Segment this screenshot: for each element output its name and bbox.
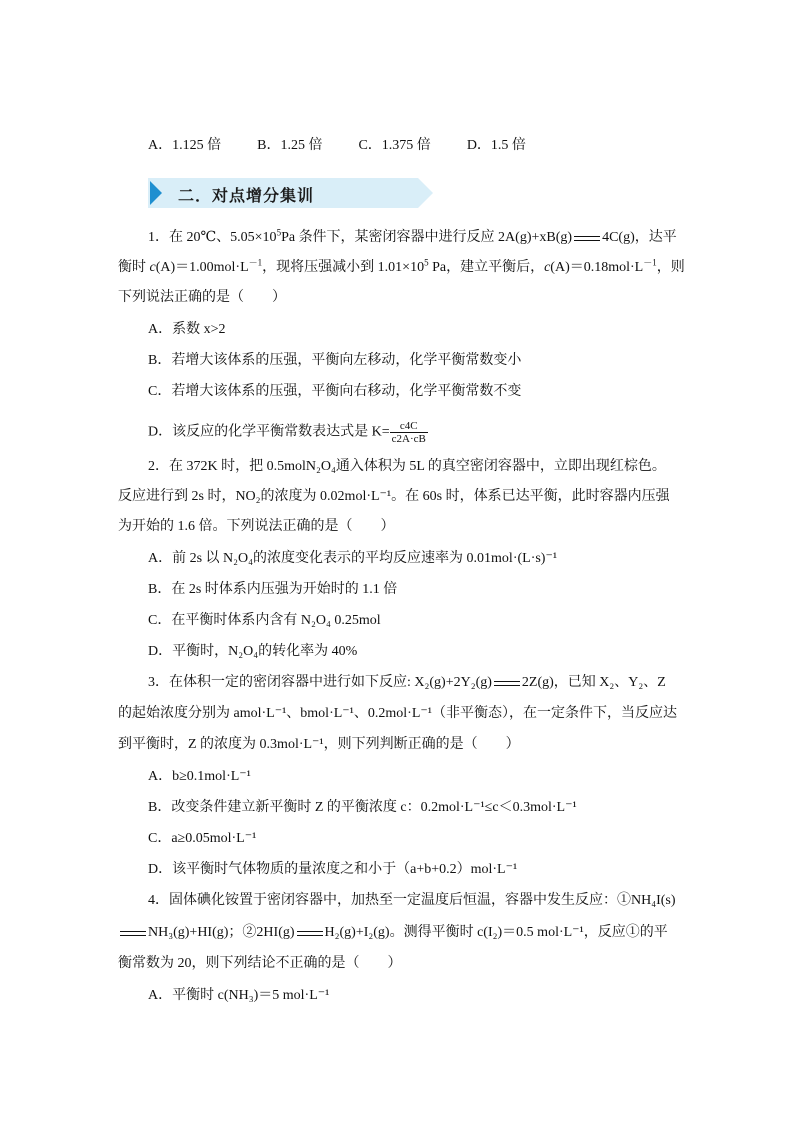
q2-option-c: C．在平衡时体系内含有 N₂O₄ 0.25mol bbox=[148, 613, 381, 628]
q3-line-1: 3．在体积一定的密闭容器中进行如下反应: X₂(g)+2Y₂(g) 2Z(g)，已知 X₂、Y₂、Z bbox=[148, 675, 666, 690]
section-title: 二．对点增分集训 bbox=[178, 186, 315, 205]
q2-option-a: A．前 2s 以 N₂O₄的浓度变化表示的平均反应速率为 0.01mol·(L·s)⁻¹ bbox=[148, 551, 558, 566]
q4-option-a: A．平衡时 c(NH₃)＝5 mol·L⁻¹ bbox=[148, 988, 330, 1003]
q2-line-2: 反应进行到 2s 时，NO₂的浓度为 0.02mol·L⁻¹。在 60s 时，体系已达平衡，此时容器内压强 bbox=[118, 489, 670, 504]
option-b: B．1.25 倍 bbox=[257, 138, 323, 153]
q4-line-1: 4．固体碘化铵置于密闭容器中，加热至一定温度后恒温，容器中发生反应：①NH₄I(s) bbox=[148, 893, 676, 908]
equilibrium-arrow-icon bbox=[494, 679, 520, 687]
q3-option-d: D．该平衡时气体物质的量浓度之和小于（a+b+0.2）mol·L⁻¹ bbox=[148, 862, 518, 877]
equilibrium-constant-fraction: $\frac{c4C}{c2A\cdot cB}$ bbox=[391, 420, 426, 445]
q3-option-c: C．a≥0.05mol·L⁻¹ bbox=[148, 831, 257, 846]
q1-option-c: C．若增大该体系的压强，平衡向右移动，化学平衡常数不变 bbox=[148, 384, 522, 399]
equilibrium-arrow-icon bbox=[574, 234, 600, 242]
equilibrium-arrow-icon bbox=[120, 929, 146, 937]
q2-line-3: 为开始的 1.6 倍。下列说法正确的是（ ） bbox=[118, 519, 395, 534]
q4-line-2: NH₃(g)+HI(g)；②2HI(g) H₂(g)+I₂(g)。测得平衡时 c(I₂)＝0.5 mol·L⁻¹，反应①的平 bbox=[118, 924, 668, 942]
option-c: C．1.375 倍 bbox=[358, 138, 431, 153]
q3-option-a: A．b≥0.1mol·L⁻¹ bbox=[148, 769, 251, 784]
q1-option-a: A．系数 x>2 bbox=[148, 322, 226, 337]
option-a: A．1.125 倍 bbox=[148, 138, 222, 153]
q2-option-d: D．平衡时，N₂O₄的转化率为 40% bbox=[148, 644, 358, 659]
q3-line-3: 到平衡时，Z 的浓度为 0.3mol·L⁻¹，则下列判断正确的是（ ） bbox=[118, 737, 520, 752]
q4-line-3: 衡常数为 20，则下列结论不正确的是（ ） bbox=[118, 956, 402, 971]
previous-question-options bbox=[148, 134, 562, 154]
equilibrium-arrow-icon bbox=[297, 929, 323, 937]
q2-option-b: B．在 2s 时体系内压强为开始时的 1.1 倍 bbox=[148, 582, 398, 597]
q1-option-d: D．该反应的化学平衡常数表达式是 K= $\frac{c4C}{c2A\cdot cB}$ bbox=[148, 420, 426, 445]
q3-option-b: B．改变条件建立新平衡时 Z 的平衡浓度 c：0.2mol·L⁻¹≤c＜0.3mol·L⁻¹ bbox=[148, 800, 577, 815]
q1-line-2: 衡时 $c(A)=1.00mol\cdot L^{-1}$，现将压强减小到 $1.01\times 10^5$ Pa，建立平衡后，$c(A)=0.18mol\cdot L^{-1}$，则 bbox=[118, 257, 685, 275]
q1-line-3: 下列说法正确的是（ ） bbox=[118, 290, 286, 305]
section-banner bbox=[148, 178, 433, 208]
option-d: D．1.5 倍 bbox=[466, 138, 526, 153]
q2-line-1: 2．在 372K 时，把 0.5molN₂O₄通入体积为 5L 的真空密闭容器中，立即出现红棕色。 bbox=[148, 459, 666, 474]
q1-line-1: 1．在 20℃、$5.05\times 10^5Pa$ 条件下，某密闭容器中进行反应 2A(g)+xB(g) 4C(g)，达平 bbox=[148, 227, 677, 245]
q1-option-b: B．若增大该体系的压强，平衡向左移动，化学平衡常数变小 bbox=[148, 353, 522, 368]
q3-line-2: 的起始浓度分别为 amol·L⁻¹、bmol·L⁻¹、0.2mol·L⁻¹（非平衡态），在一定条件下，当反应达 bbox=[118, 706, 677, 721]
